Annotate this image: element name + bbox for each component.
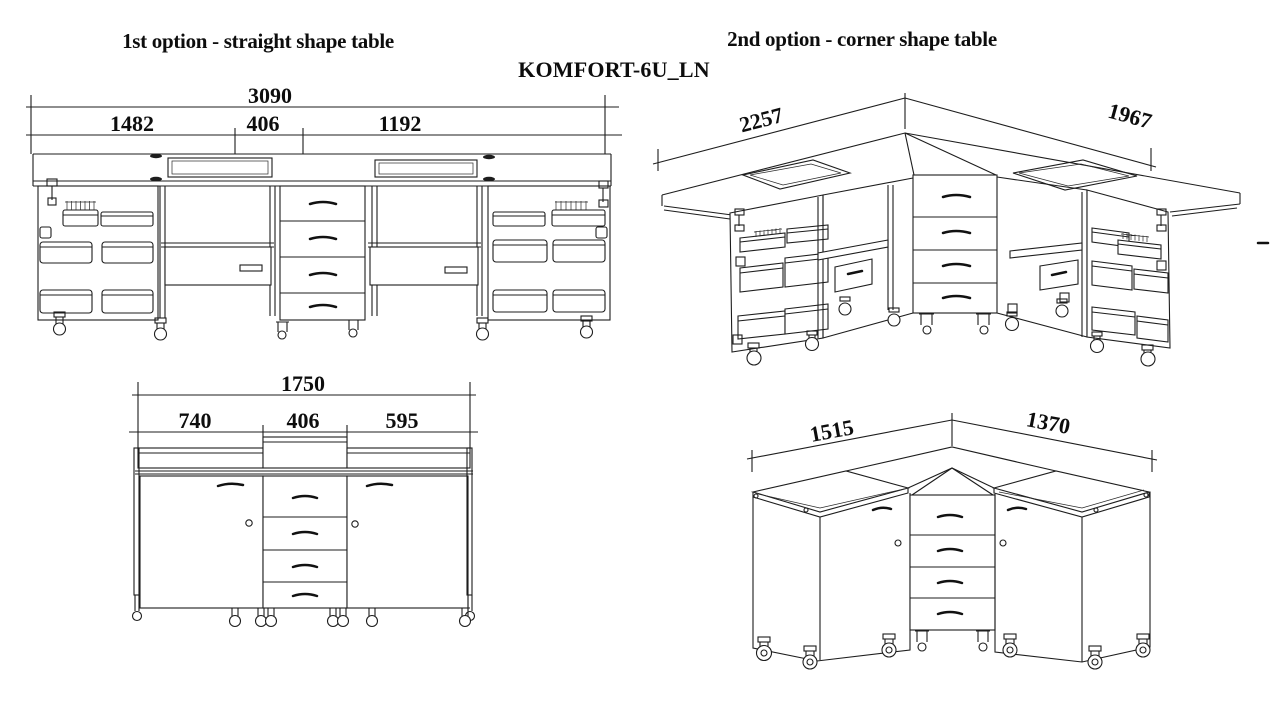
drawer-unit-center: [913, 175, 997, 334]
shallow-tray: [493, 212, 545, 226]
dimension-lines-corner-open: [653, 93, 1156, 171]
foot: [976, 630, 990, 642]
dim-center-section: 406: [286, 408, 320, 433]
drawer-unit-center: [263, 476, 347, 608]
dim-right-wing: 1370: [1024, 406, 1073, 440]
shallow-tray: [101, 212, 153, 226]
straight-closed-drawing: [115, 373, 485, 663]
keyhole: [895, 540, 901, 546]
dimension-lines-corner-closed: [747, 406, 1157, 472]
caster: [839, 297, 851, 315]
model-name: KOMFORT-6U_LN: [518, 57, 710, 82]
dim-left-section: 740: [178, 408, 212, 433]
folded-tabletop: [135, 437, 473, 474]
open-door-left: [730, 195, 828, 365]
dim-left-wing: 1515: [807, 414, 856, 447]
dim-total-width: 1750: [281, 371, 325, 396]
open-door-right: [488, 181, 610, 338]
cabinet-left: [140, 476, 263, 608]
corner-closed-drawing: [700, 400, 1180, 700]
drawer-unit-center: [276, 186, 365, 339]
foot: [915, 630, 929, 642]
dim-right-wing: 1967: [1105, 97, 1155, 134]
folded-tabletop-left: [753, 471, 908, 517]
keyhole: [1000, 540, 1006, 546]
door-handle: [1008, 508, 1026, 510]
open-door-right: [1087, 190, 1170, 366]
dim-right-section: 1192: [378, 111, 422, 136]
casters: [757, 634, 1151, 669]
caster: [477, 318, 489, 340]
machine-cutout-right: [1013, 160, 1137, 190]
casters: [230, 608, 471, 627]
hinge-plate: [1060, 293, 1069, 302]
dim-total-width: 3090: [248, 83, 292, 108]
pull-out-shelf: [165, 247, 271, 285]
cabinet-left-closed: [753, 493, 910, 661]
option2-title: 2nd option - corner shape table: [727, 27, 997, 51]
left-sewing-bay: [155, 186, 276, 340]
dimension-lines-straight-open: [26, 83, 622, 154]
caster: [1141, 345, 1155, 366]
pull-out-shelf: [818, 240, 888, 260]
dim-center-section: 406: [246, 111, 280, 136]
door-handle: [873, 508, 891, 510]
straight-open-drawing: [25, 84, 625, 350]
caster: [888, 308, 900, 326]
pull-out-shelf: [370, 247, 478, 285]
shelf-drawer: [835, 259, 872, 292]
right-sewing-bay: [368, 186, 489, 340]
folded-tabletop-right: [994, 471, 1149, 517]
option1-title: 1st option - straight shape table: [122, 29, 394, 53]
dim-left-section: 1482: [110, 111, 154, 136]
cabinet-right-closed: [995, 492, 1150, 662]
corner-open-drawing: [640, 85, 1280, 385]
dim-right-section: 595: [385, 408, 419, 433]
cabinet-right: [347, 476, 468, 608]
foot: [976, 313, 991, 325]
shelf-drawer: [1040, 260, 1078, 290]
caster: [155, 318, 167, 340]
open-door-left: [38, 179, 158, 335]
foot: [919, 313, 934, 325]
cabinet-left-open: [818, 185, 913, 338]
pull-out-shelf: [1010, 243, 1082, 258]
caster: [1006, 312, 1019, 331]
fold-out-leaf: [33, 154, 611, 186]
machine-cutout-right: [375, 160, 477, 177]
dim-left-wing: 2257: [736, 102, 786, 138]
drawer-unit-center: [910, 495, 995, 651]
cabinet-right-open: [997, 190, 1087, 337]
